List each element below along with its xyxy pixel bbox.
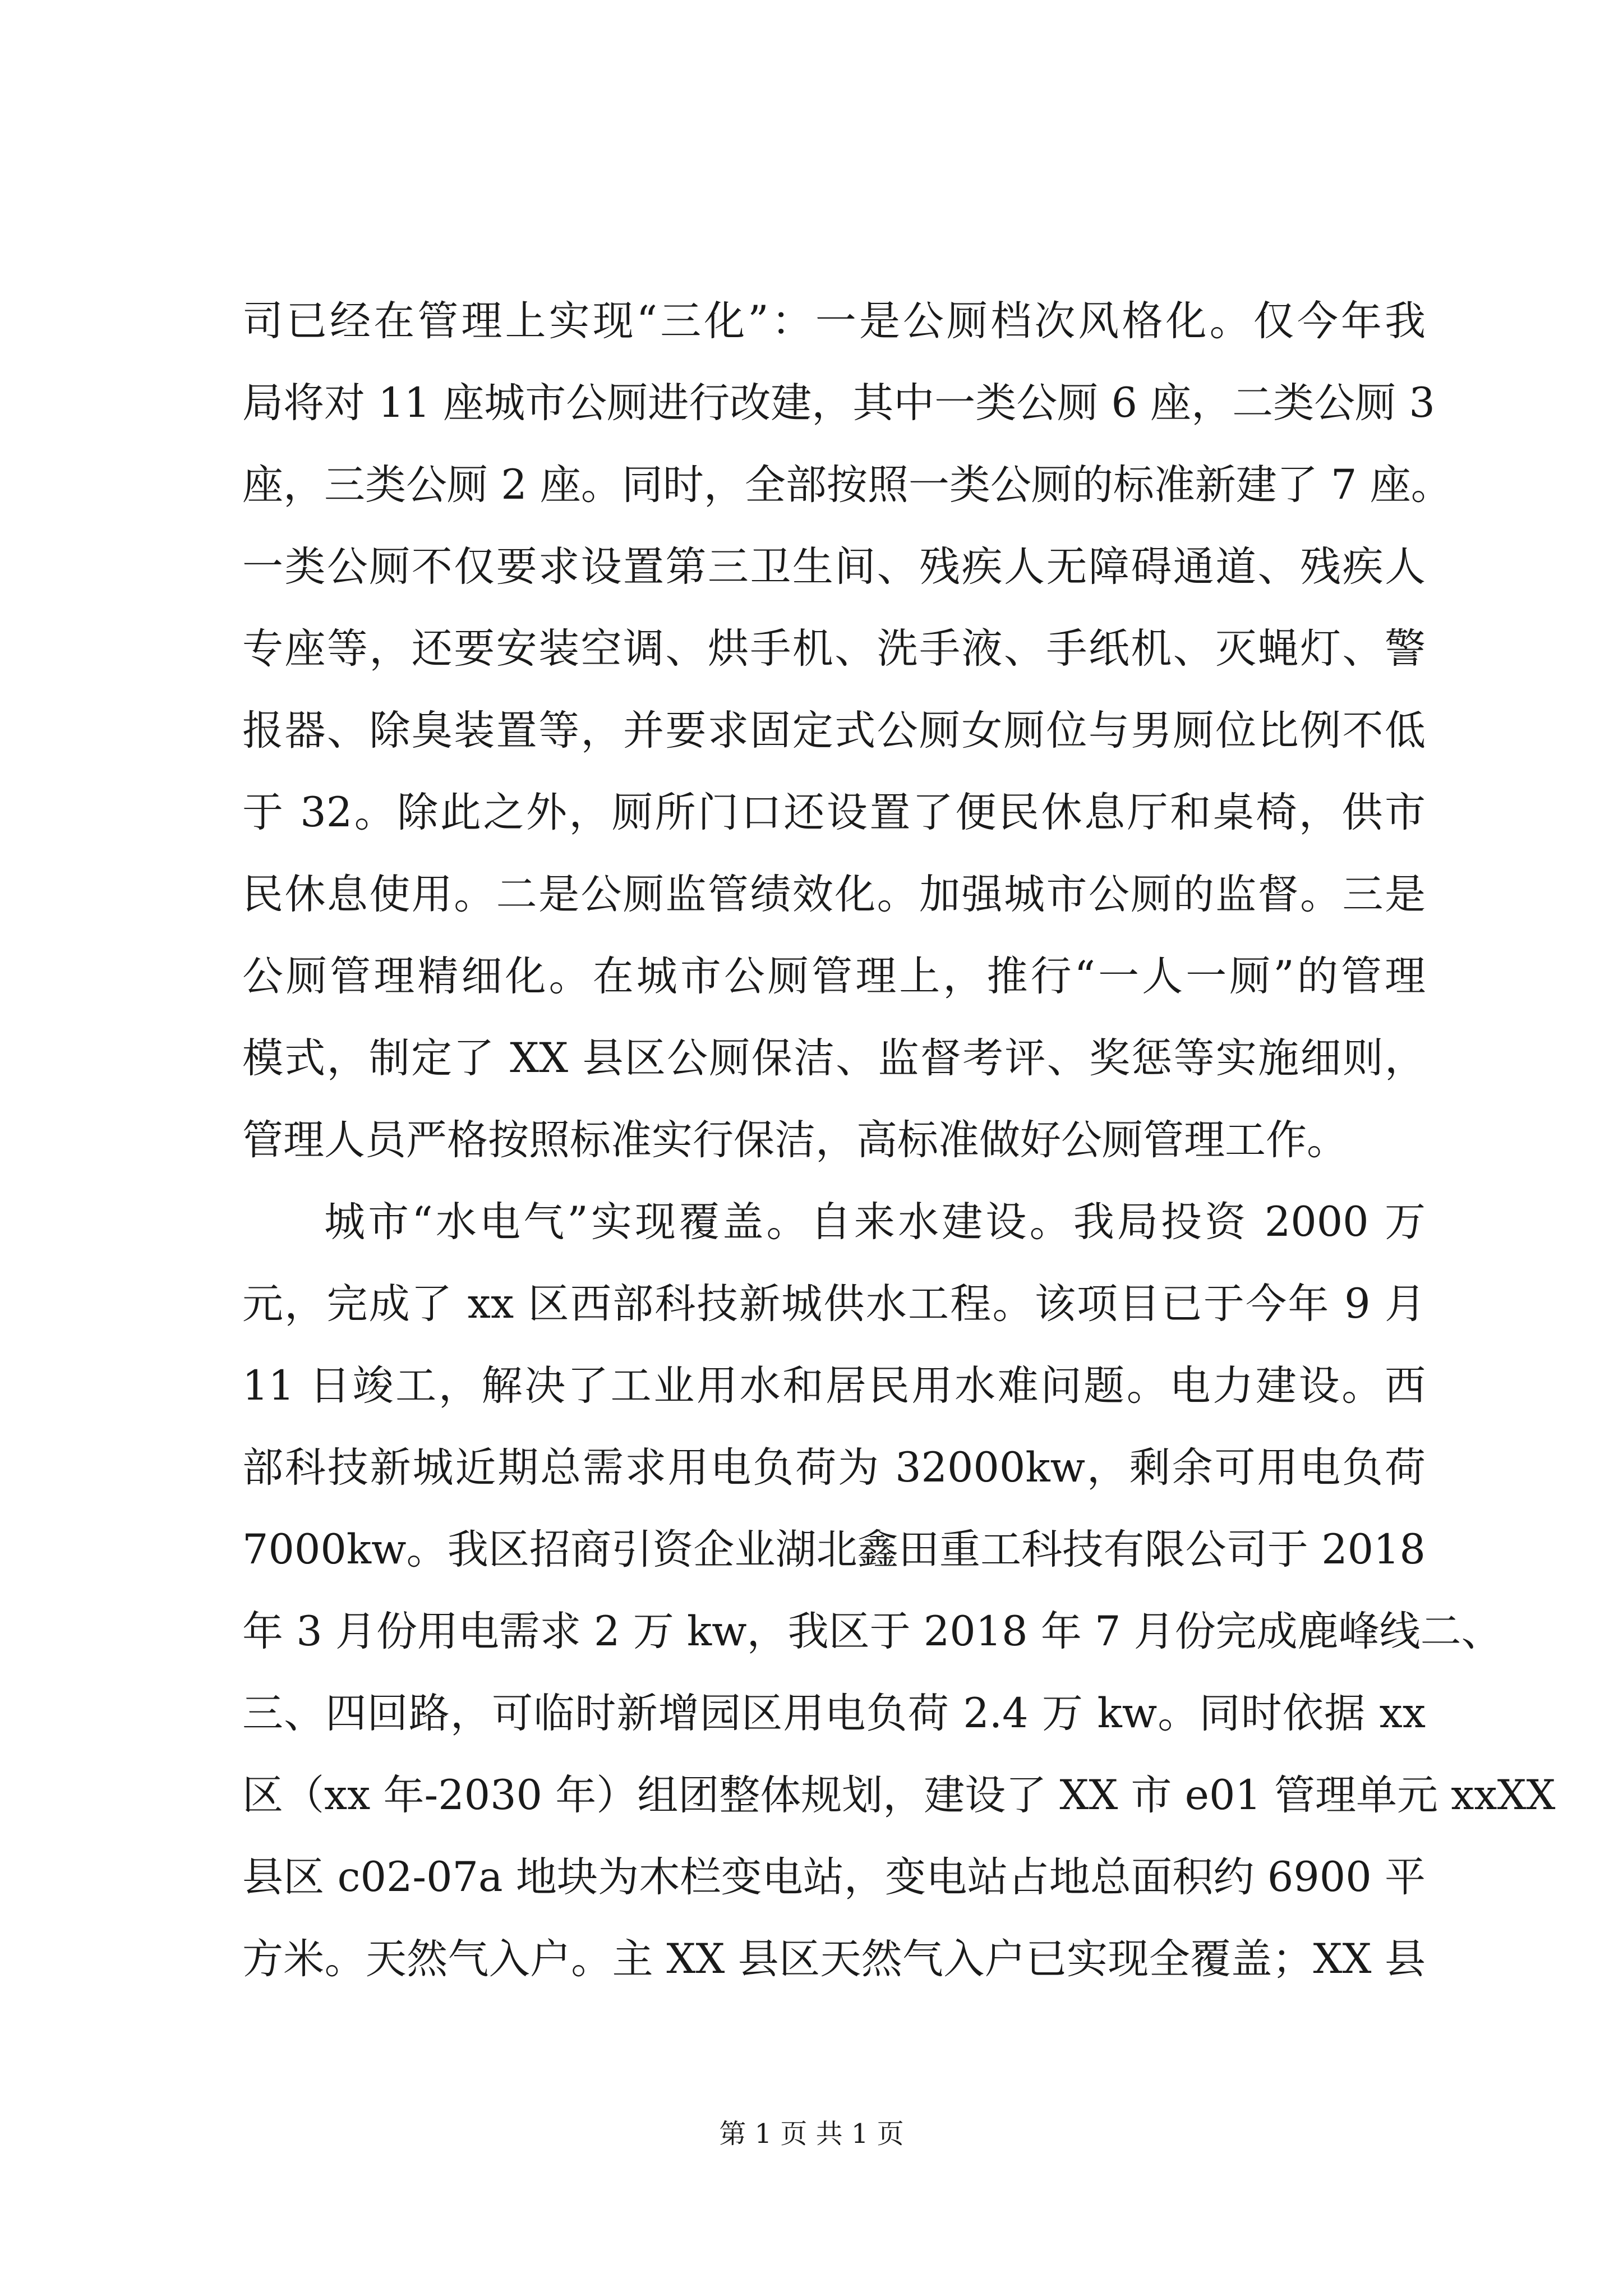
paragraph-2-line-7: 三、四回路，可临时新增园区用电负荷 2.4 万 kw。同时依据 xx <box>242 1690 1426 1737</box>
paragraph-2-line-4: 部科技新城近期总需求用电负荷为 32000kw，剩余可用电负荷 <box>242 1444 1426 1492</box>
paragraph-2-line-1: 城市“水电气”实现覆盖。自来水建设。我局投资 2000 万 <box>324 1198 1426 1246</box>
paragraph-2-line-10: 方米。天然气入户。主 XX 县区天然气入户已实现全覆盖；XX 县 <box>242 1935 1426 1983</box>
paragraph-2-line-6: 年 3 月份用电需求 2 万 kw，我区于 2018 年 7 月份完成鹿峰线二、 <box>242 1608 1502 1655</box>
paragraph-2-line-8: 区（xx 年-2030 年）组团整体规划，建设了 XX 市 e01 管理单元 xxXX <box>242 1772 1556 1819</box>
paragraph-2-line-9: 县区 c02-07a 地块为木栏变电站，变电站占地总面积约 6900 平 <box>242 1853 1426 1901</box>
paragraph-1-line-11: 管理人员严格按照标准实行保洁，高标准做好公厕管理工作。 <box>242 1116 1348 1164</box>
paragraph-1-line-3: 座，三类公厕 2 座。同时，全部按照一类公厕的标准新建了 7 座。 <box>242 461 1452 509</box>
page-footer: 第 1 页 共 1 页 <box>719 2118 904 2150</box>
paragraph-1-line-9: 公厕管理精细化。在城市公厕管理上，推行“一人一厕”的管理 <box>242 953 1426 1000</box>
paragraph-1-line-6: 报器、除臭装置等，并要求固定式公厕女厕位与男厕位比例不低 <box>242 707 1426 754</box>
paragraph-1-line-2: 局将对 11 座城市公厕进行改建，其中一类公厕 6 座，二类公厕 3 <box>242 379 1435 427</box>
paragraph-1-line-4: 一类公厕不仅要求设置第三卫生间、残疾人无障碍通道、残疾人 <box>242 543 1426 591</box>
paragraph-1-line-10: 模式，制定了 XX 县区公厕保洁、监督考评、奖惩等实施细则， <box>242 1034 1426 1082</box>
paragraph-1-line-1: 司已经在管理上实现“三化”：一是公厕档次风格化。仅今年我 <box>242 297 1426 345</box>
paragraph-1-line-8: 民休息使用。二是公厕监管绩效化。加强城市公厕的监督。三是 <box>242 871 1426 918</box>
paragraph-2-line-2: 元，完成了 xx 区西部科技新城供水工程。该项目已于今年 9 月 <box>242 1280 1426 1328</box>
paragraph-2-line-5: 7000kw。我区招商引资企业湖北鑫田重工科技有限公司于 2018 <box>242 1526 1426 1573</box>
paragraph-1-line-7: 于 32。除此之外，厕所门口还设置了便民休息厅和桌椅，供市 <box>242 789 1426 836</box>
paragraph-1-line-5: 专座等，还要安装空调、烘手机、洗手液、手纸机、灭蝇灯、警 <box>242 625 1426 673</box>
paragraph-2-line-3: 11 日竣工，解决了工业用水和居民用水难问题。电力建设。西 <box>242 1362 1426 1410</box>
